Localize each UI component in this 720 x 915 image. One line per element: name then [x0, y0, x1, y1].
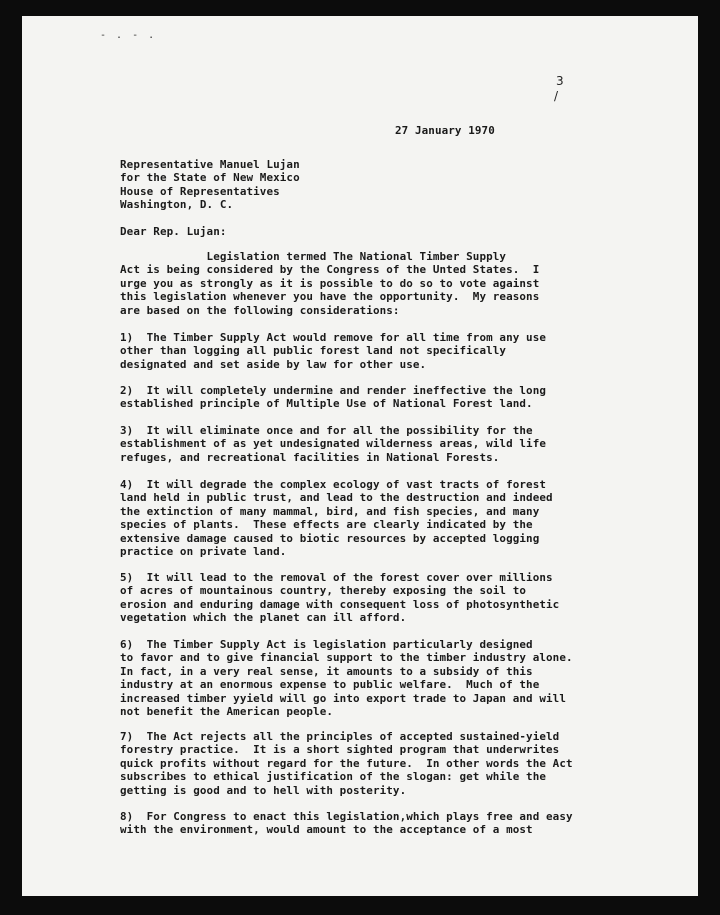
- text-line: Legislation termed The National Timber Supply: [120, 250, 507, 263]
- text-line: establishment of as yet undesignated wilderness areas, wild life: [120, 437, 547, 451]
- page-mark: /: [554, 89, 559, 103]
- address-line: for the State of New Mexico: [120, 171, 300, 185]
- consideration-5: [120, 571, 665, 625]
- consideration-4: [120, 478, 665, 558]
- consideration-2: [120, 384, 665, 411]
- consideration-7: [120, 730, 665, 797]
- text-line: vegetation which the planet can ill afford.: [120, 611, 407, 625]
- text-line: erosion and enduring damage with consequent loss of photosynthetic: [120, 597, 560, 611]
- text-line: 5) It will lead to the removal of the forest cover over millions: [120, 571, 553, 584]
- address-line: Representative Manuel Lujan: [120, 158, 300, 171]
- text-line: urge you as strongly as it is possible to do so to vote against: [120, 276, 540, 290]
- address-line: House of Representatives: [120, 184, 280, 198]
- recipient-address: [120, 158, 665, 212]
- text-line: 6) The Timber Supply Act is legislation particularly designed: [120, 638, 533, 651]
- consideration-6: [120, 638, 665, 718]
- text-line: subscribes to ethical justification of the slogan: get while the: [120, 770, 547, 784]
- text-line: In fact, in a very real sense, it amounts to a subsidy of this: [120, 664, 533, 678]
- text-line: land held in public trust, and lead to the destruction and indeed: [120, 491, 553, 505]
- text-line: to favor and to give financial support to the timber industry alone.: [120, 651, 573, 665]
- text-line: 7) The Act rejects all the principles of accepted sustained-yield: [120, 730, 560, 743]
- text-line: industry at an enormous expense to public welfare. Much of the: [120, 678, 540, 692]
- text-line: practice on private land.: [120, 544, 287, 558]
- text-line: 2) It will completely undermine and render ineffective the long: [120, 384, 547, 397]
- text-line: are based on the following considerations:: [120, 303, 400, 317]
- text-line: this legislation whenever you have the opportunity. My reasons: [120, 290, 540, 304]
- text-line: established principle of Multiple Use of National Forest land.: [120, 397, 533, 411]
- address-line: Washington, D. C.: [120, 198, 234, 212]
- text-line: other than logging all public forest land not specifically: [120, 344, 507, 358]
- text-line: the extinction of many mammal, bird, and fish species, and many: [120, 504, 540, 518]
- consideration-8: [120, 810, 665, 837]
- text-line: 4) It will degrade the complex ecology of vast tracts of forest: [120, 478, 547, 491]
- text-line: increased timber yyield will go into export trade to Japan and will: [120, 691, 566, 705]
- consideration-1: [120, 331, 665, 371]
- letter-date: 27 January 1970: [395, 124, 495, 137]
- text-line: 8) For Congress to enact this legislation,which plays free and easy: [120, 810, 573, 823]
- text-line: of acres of mountainous country, thereby exposing the soil to: [120, 584, 527, 598]
- salutation: Dear Rep. Lujan:: [120, 225, 227, 238]
- text-line: species of plants. These effects are clearly indicated by the: [120, 518, 533, 532]
- text-line: with the environment, would amount to the acceptance of a most: [120, 823, 533, 837]
- text-line: designated and set aside by law for other use.: [120, 357, 427, 371]
- text-line: refuges, and recreational facilities in National Forests.: [120, 450, 500, 464]
- text-line: 1) The Timber Supply Act would remove for all time from any use: [120, 331, 547, 344]
- text-line: extensive damage caused to biotic resources by accepted logging: [120, 531, 540, 545]
- text-line: forestry practice. It is a short sighted program that underwrites: [120, 743, 560, 757]
- corner-mark: - . - .: [100, 30, 157, 41]
- text-line: quick profits without regard for the future. In other words the Act: [120, 756, 573, 770]
- page-number: 3: [556, 74, 564, 88]
- consideration-3: [120, 424, 665, 464]
- text-line: 3) It will eliminate once and for all the possibility for the: [120, 424, 533, 437]
- text-line: getting is good and to hell with posterity.: [120, 783, 407, 797]
- intro-paragraph: [120, 250, 665, 317]
- text-line: not benefit the American people.: [120, 704, 334, 718]
- text-line: Act is being considered by the Congress of the Unted States. I: [120, 263, 540, 277]
